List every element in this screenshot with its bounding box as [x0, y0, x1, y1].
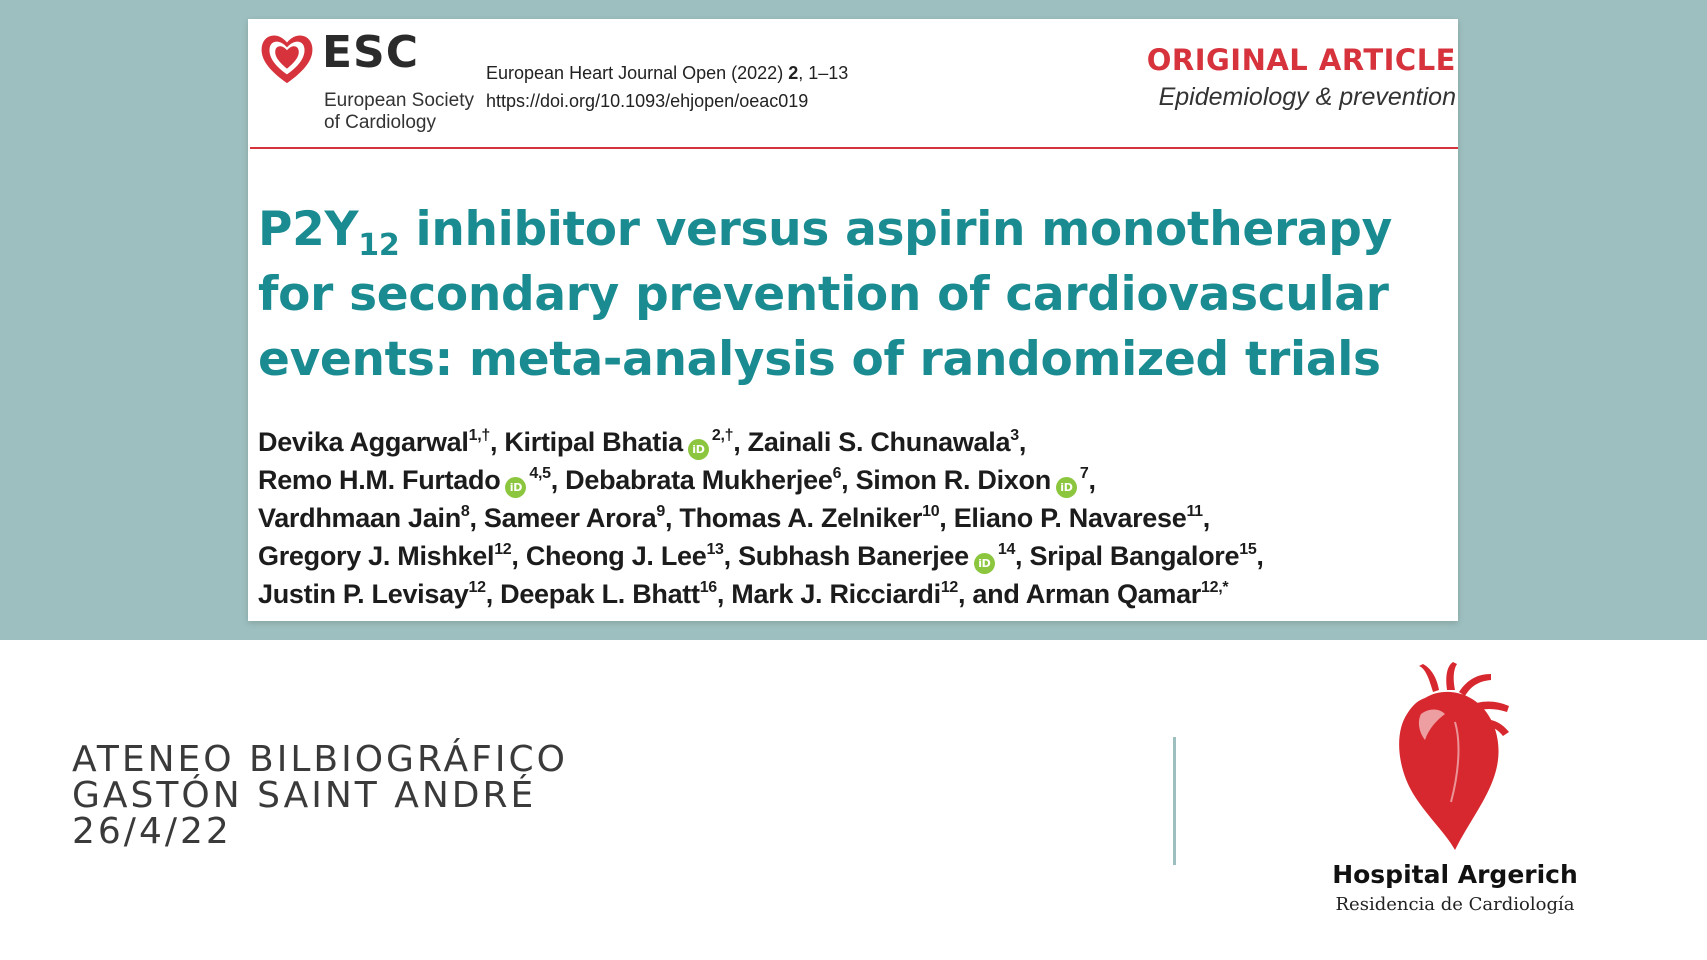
- author-name: Zainali S. Chunawala: [747, 427, 1011, 457]
- article-header-image: [248, 19, 1458, 621]
- author-affiliation: 9: [656, 503, 666, 520]
- header-rule: [250, 147, 1458, 149]
- author-list: Devika Aggarwal$^{1,\dagger}$, Kirtipal Bhatia $iD^{2,\dagger}$, Zainali S. Chunawala$^3$, Remo H.M. Furtado iD$^{4,5}$, Debabrata Mukherjee$^6$, Simon R. Dixon $iD^7$, Vardhmaan Jain$^8$, Sameer Arora$^9$, Thomas A. Zelniker$^{10}$, Eliano P. Navarese$^{11}$, Gregory J. Mishkel$^{12}$, Cheong J. Lee$^{13}$, Subhash Banerjee $iD^{14}$, Sripal Bangalore$^{15}$, Justin P. Levisay$^{12}$, Deepak L. Bhatt$^{16}$, Mark J. Ricciardi$^{12}$, and Arman Qamar$^{12,*}$: [258, 427, 1264, 609]
- author: [500, 579, 717, 609]
- author: [504, 427, 733, 457]
- author-affiliation: 14: [997, 541, 1016, 558]
- article-title: [258, 197, 1448, 392]
- author-affiliation: 11: [1186, 503, 1203, 520]
- author-affiliation: 8: [460, 503, 470, 520]
- author: [679, 503, 939, 533]
- title-line1-rest: inhibitor versus aspirin monotherapy: [399, 202, 1392, 257]
- presentation-caption: [72, 739, 568, 852]
- title-subscript: 12: [358, 228, 400, 263]
- author-name: Vardhmaan Jain: [258, 503, 461, 533]
- author-name: Sripal Bangalore: [1029, 541, 1240, 571]
- author-affiliation: 12: [494, 541, 512, 558]
- title-line-1: [258, 197, 1448, 262]
- author-affiliation: 1,†: [468, 427, 490, 444]
- orcid-icon[interactable]: iD: [505, 477, 526, 498]
- heart-icon: [258, 29, 316, 87]
- author-affiliation: 6: [832, 465, 842, 482]
- author: [1029, 541, 1256, 571]
- author: [258, 579, 486, 609]
- author: [258, 541, 511, 571]
- caption-line-3: 26/4/22: [72, 811, 232, 852]
- author-affiliation: 15: [1239, 541, 1257, 558]
- author-affiliation: 2,†: [711, 427, 734, 444]
- author-affiliation: 13: [706, 541, 724, 558]
- author-name: Justin P. Levisay: [258, 579, 469, 609]
- article-type: [1147, 43, 1456, 112]
- author-name: Mark J. Ricciardi: [731, 579, 941, 609]
- journal-pages: , 1–13: [798, 63, 849, 83]
- author: [1026, 579, 1229, 609]
- esc-society-line2: of Cardiology: [324, 112, 436, 133]
- author: [526, 541, 724, 571]
- author: [484, 503, 665, 533]
- anatomical-heart-icon: [1385, 662, 1525, 862]
- author-affiliation: 12: [940, 579, 959, 596]
- author: [258, 465, 551, 495]
- author: [731, 579, 958, 609]
- author-name: Thomas A. Zelniker: [679, 503, 923, 533]
- author: [258, 503, 470, 533]
- hospital-subtitle: Residencia de Cardiología: [1335, 894, 1575, 915]
- author-name: Debabrata Mukherjee: [565, 465, 833, 495]
- author-name: Eliano P. Navarese: [953, 503, 1187, 533]
- author-name: Deepak L. Bhatt: [500, 579, 700, 609]
- author-affiliation: 7: [1079, 465, 1089, 482]
- author-affiliation: 4,5: [529, 465, 551, 482]
- esc-name: ESC: [322, 27, 420, 78]
- journal-citation: [486, 59, 848, 115]
- journal-doi: https://doi.org/10.1093/ehjopen/oeac019: [486, 91, 809, 111]
- author-name: Gregory J. Mishkel: [258, 541, 495, 571]
- title-line-2: for secondary prevention of cardiovascular: [258, 267, 1389, 322]
- author-name: Devika Aggarwal: [258, 427, 469, 457]
- author-name: Simon R. Dixon: [855, 465, 1051, 495]
- orcid-icon[interactable]: iD: [1056, 477, 1077, 498]
- author-affiliation: 16: [699, 579, 717, 596]
- author-name: Cheong J. Lee: [525, 541, 707, 571]
- journal-name: European Heart Journal Open (2022): [486, 63, 784, 83]
- author-name: Kirtipal Bhatia: [504, 427, 683, 457]
- article-kind: ORIGINAL ARTICLE: [1146, 43, 1456, 77]
- author-affiliation: 10: [922, 503, 940, 520]
- article-section: Epidemiology & prevention: [1158, 83, 1456, 111]
- author-name: Subhash Banerjee: [738, 541, 969, 571]
- author: [565, 465, 841, 495]
- title-line-3: events: meta-analysis of randomized trials: [258, 332, 1381, 387]
- esc-society-name: [324, 90, 474, 134]
- authors-conjunction: and: [972, 579, 1026, 609]
- author: [748, 427, 1019, 457]
- author: [738, 541, 1015, 571]
- hospital-logo: [1320, 662, 1590, 922]
- author: [856, 465, 1089, 495]
- author: [258, 427, 490, 457]
- author: [954, 503, 1203, 533]
- author-name: Remo H.M. Furtado: [258, 465, 501, 495]
- journal-volume: 2: [788, 63, 799, 83]
- esc-logo: [258, 27, 478, 147]
- author-affiliation: 3: [1010, 427, 1019, 444]
- vertical-divider: [1173, 737, 1176, 865]
- journal-line: [486, 59, 848, 87]
- orcid-icon[interactable]: iD: [974, 553, 995, 574]
- title-prefix: P2Y: [258, 202, 359, 257]
- author-name: Sameer Arora: [483, 503, 657, 533]
- author-affiliation: 12: [468, 579, 486, 596]
- orcid-icon[interactable]: iD: [688, 439, 709, 460]
- author-name: Arman Qamar: [1025, 579, 1202, 609]
- caption-line-1: ATENEO BILBIOGRÁFICO: [72, 739, 568, 780]
- caption-line-2: GASTÓN SAINT ANDRÉ: [72, 775, 537, 816]
- hospital-name: Hospital Argerich: [1332, 860, 1578, 889]
- author-affiliation: 12,*: [1201, 579, 1229, 596]
- esc-society-line1: European Society: [324, 90, 474, 111]
